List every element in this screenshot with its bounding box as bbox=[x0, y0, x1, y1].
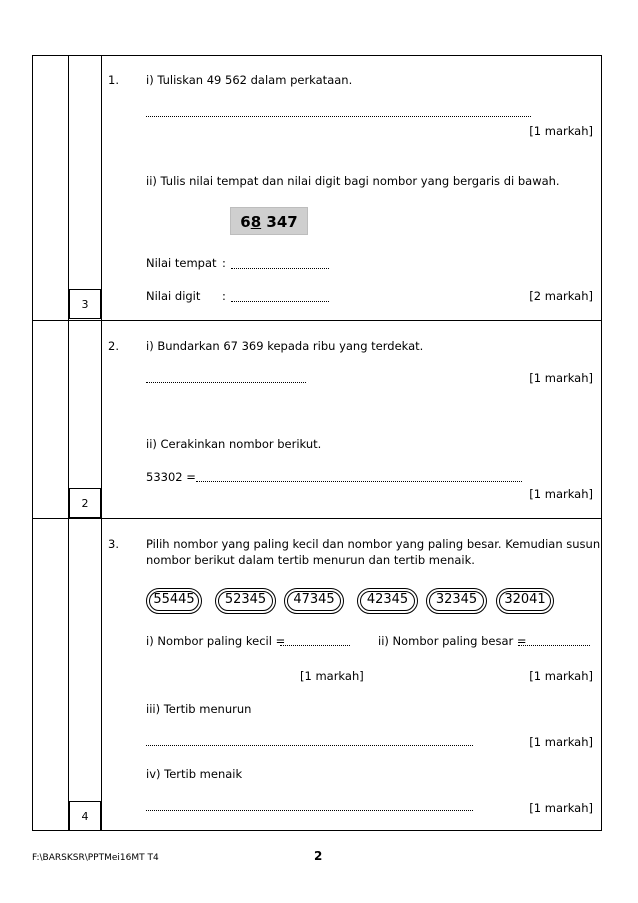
footer-file-path: F:\BARSKSR\PPTMei16MT T4 bbox=[32, 853, 159, 863]
descending-order-label: iii) Tertib menurun bbox=[146, 702, 252, 716]
ascending-order-answer-line[interactable] bbox=[146, 810, 473, 811]
q1-mark-i: [1 markah] bbox=[529, 124, 593, 138]
digit-value-answer-line[interactable] bbox=[231, 301, 329, 302]
q2-answer-line-1[interactable] bbox=[146, 382, 306, 383]
q2-part-ii-text: ii) Cerakinkan nombor berikut. bbox=[146, 437, 322, 451]
q2-mark-i: [1 markah] bbox=[529, 371, 593, 385]
question-number-1: 1. bbox=[108, 73, 119, 87]
q1-part-i-text: i) Tuliskan 49 562 dalam perkataan. bbox=[146, 73, 353, 87]
ascending-order-label: iv) Tertib menaik bbox=[146, 767, 243, 781]
place-value-answer-line[interactable] bbox=[231, 268, 329, 269]
largest-number-label: ii) Nombor paling besar = bbox=[378, 634, 527, 648]
underlined-digit: 8 bbox=[250, 213, 262, 231]
score-column-divider-right bbox=[101, 55, 102, 831]
q3-instruction-line-1: Pilih nombor yang paling kecil dan nombor yang paling besar. Kemudian susun bbox=[146, 537, 601, 551]
score-column-divider-left bbox=[68, 55, 69, 831]
q3-mark-ii: [1 markah] bbox=[529, 669, 593, 683]
row-divider-2 bbox=[32, 518, 602, 519]
q3-instruction-line-2: nombor berikut dalam tertib menurun dan tertib menaik. bbox=[146, 553, 475, 567]
highlighted-number bbox=[230, 207, 308, 235]
place-value-label: Nilai tempat bbox=[146, 256, 217, 270]
number-digit-before: 6 bbox=[240, 213, 251, 231]
number-digits-after: 347 bbox=[261, 213, 298, 231]
row-divider-1 bbox=[32, 320, 602, 321]
q1-score-box: 3 bbox=[69, 289, 101, 319]
largest-number-answer-line[interactable] bbox=[518, 645, 590, 646]
place-value-colon: : bbox=[222, 256, 226, 270]
q2-score-box: 2 bbox=[69, 488, 101, 518]
q3-score-box: 4 bbox=[69, 801, 101, 831]
descending-order-answer-line[interactable] bbox=[146, 745, 473, 746]
question-number-2: 2. bbox=[108, 339, 119, 353]
q2-expression: 53302 = bbox=[146, 470, 196, 484]
number-pill-2: 52345 bbox=[215, 588, 276, 614]
question-number-3: 3. bbox=[108, 537, 119, 551]
smallest-number-answer-line[interactable] bbox=[280, 645, 350, 646]
q2-part-i-text: i) Bundarkan 67 369 kepada ribu yang terdekat. bbox=[146, 339, 424, 353]
number-pill-5: 32345 bbox=[426, 588, 487, 614]
number-pill-1: 55445 bbox=[146, 588, 202, 614]
q2-mark-ii: [1 markah] bbox=[529, 487, 593, 501]
digit-value-colon: : bbox=[222, 289, 226, 303]
q3-mark-iv: [1 markah] bbox=[529, 801, 593, 815]
digit-value-label: Nilai digit bbox=[146, 289, 201, 303]
number-pill-6: 32041 bbox=[496, 588, 554, 614]
q2-answer-line-2[interactable] bbox=[196, 481, 522, 482]
q1-part-ii-text: ii) Tulis nilai tempat dan nilai digit bagi nombor yang bergaris di bawah. bbox=[146, 174, 560, 188]
number-pill-4: 42345 bbox=[357, 588, 418, 614]
q3-mark-i: [1 markah] bbox=[300, 669, 364, 683]
number-pill-3: 47345 bbox=[284, 588, 344, 614]
q1-answer-line-1[interactable] bbox=[146, 116, 531, 117]
smallest-number-label: i) Nombor paling kecil = bbox=[146, 634, 286, 648]
q3-mark-iii: [1 markah] bbox=[529, 735, 593, 749]
page-number: 2 bbox=[314, 849, 323, 863]
q1-mark-ii: [2 markah] bbox=[529, 289, 593, 303]
